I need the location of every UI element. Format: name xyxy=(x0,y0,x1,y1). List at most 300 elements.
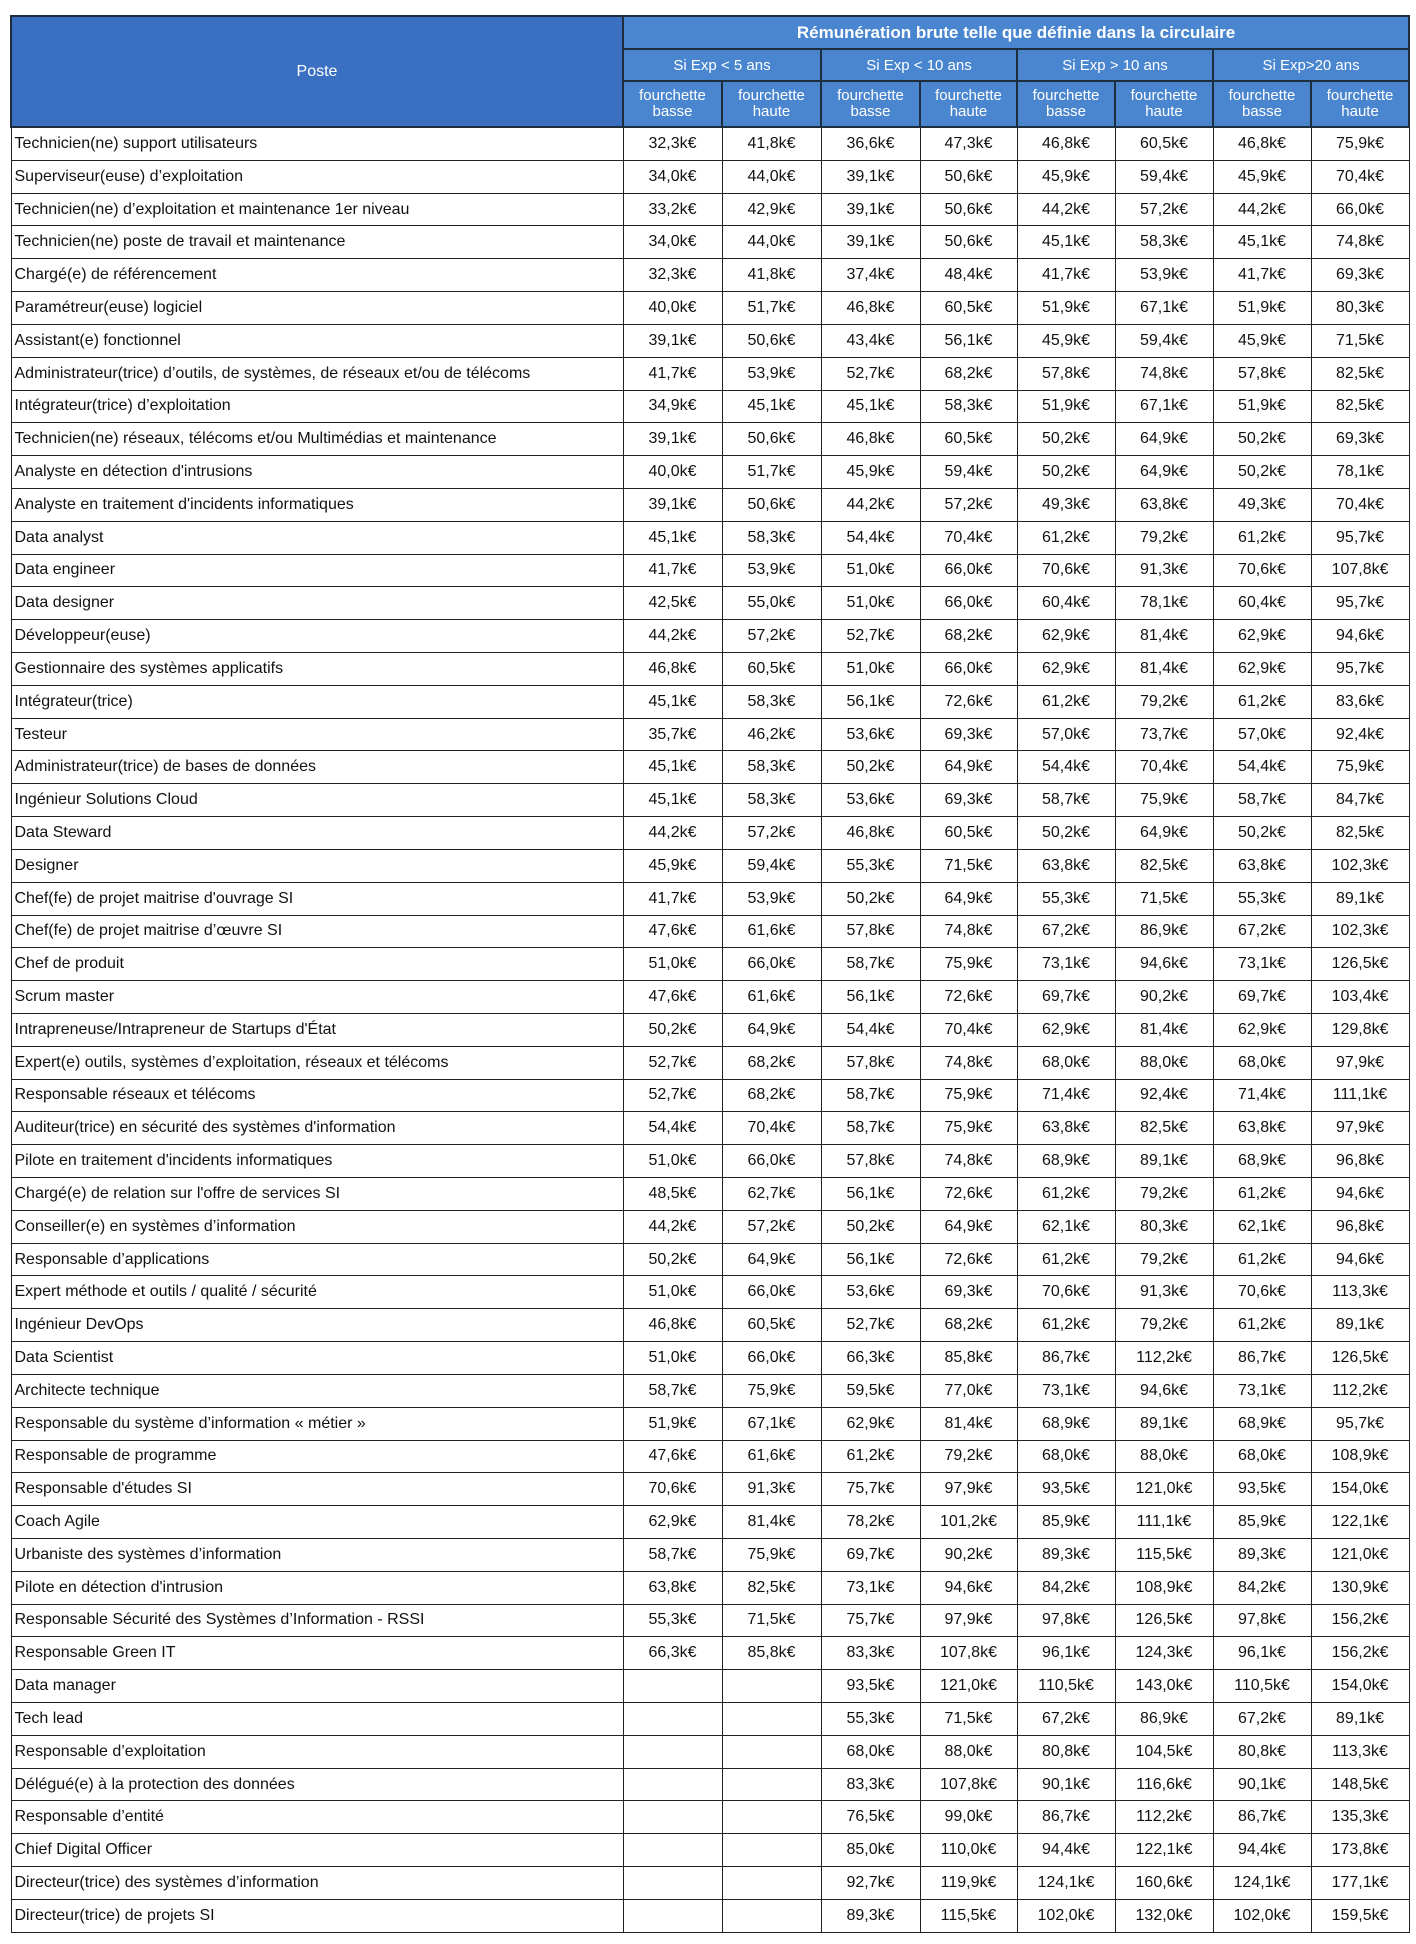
salary-cell: 39,1k€ xyxy=(821,193,920,226)
salary-cell: 116,6k€ xyxy=(1115,1768,1213,1801)
salary-cell: 61,2k€ xyxy=(1213,685,1311,718)
salary-cell: 61,6k€ xyxy=(722,1440,821,1473)
salary-cell: 59,4k€ xyxy=(1115,324,1213,357)
salary-cell: 61,2k€ xyxy=(1017,1309,1115,1342)
salary-cell: 71,5k€ xyxy=(722,1604,821,1637)
salary-cell: 97,9k€ xyxy=(920,1473,1017,1506)
salary-cell: 108,9k€ xyxy=(1311,1440,1409,1473)
salary-cell: 89,3k€ xyxy=(821,1899,920,1932)
poste-cell: Technicien(ne) réseaux, télécoms et/ou Multimédias et maintenance xyxy=(11,423,623,456)
salary-cell: 177,1k€ xyxy=(1311,1867,1409,1900)
salary-cell: 107,8k€ xyxy=(920,1637,1017,1670)
salary-cell: 50,6k€ xyxy=(920,193,1017,226)
poste-cell: Chargé(e) de référencement xyxy=(11,259,623,292)
salary-cell: 61,2k€ xyxy=(1213,521,1311,554)
salary-cell: 96,1k€ xyxy=(1017,1637,1115,1670)
salary-cell: 86,7k€ xyxy=(1017,1801,1115,1834)
sub-header-line: haute xyxy=(1341,103,1379,120)
salary-cell: 67,1k€ xyxy=(1115,390,1213,423)
salary-cell: 61,2k€ xyxy=(1017,685,1115,718)
salary-cell: 58,7k€ xyxy=(821,1079,920,1112)
table-row xyxy=(11,1374,1409,1407)
salary-cell: 60,5k€ xyxy=(920,423,1017,456)
salary-cell: 112,2k€ xyxy=(1115,1801,1213,1834)
table-row xyxy=(11,620,1409,653)
salary-cell: 75,9k€ xyxy=(722,1374,821,1407)
salary-cell: 44,2k€ xyxy=(623,817,722,850)
fourchette-haute-header xyxy=(1115,81,1213,127)
salary-cell: 62,9k€ xyxy=(1213,620,1311,653)
table-row xyxy=(11,784,1409,817)
poste-cell: Auditeur(trice) en sécurité des systèmes d'information xyxy=(11,1112,623,1145)
salary-cell: 58,3k€ xyxy=(722,784,821,817)
table-row xyxy=(11,554,1409,587)
salary-cell: 67,1k€ xyxy=(1115,292,1213,325)
fourchette-haute-header xyxy=(1311,81,1409,127)
salary-cell: 93,5k€ xyxy=(1213,1473,1311,1506)
salary-cell: 44,0k€ xyxy=(722,226,821,259)
salary-cell: 58,7k€ xyxy=(623,1538,722,1571)
salary-cell: 84,2k€ xyxy=(1213,1571,1311,1604)
salary-cell: 79,2k€ xyxy=(1115,685,1213,718)
salary-cell: 159,5k€ xyxy=(1311,1899,1409,1932)
salary-cell: 86,7k€ xyxy=(1017,1342,1115,1375)
table-row xyxy=(11,521,1409,554)
salary-cell: 68,0k€ xyxy=(821,1735,920,1768)
salary-cell: 85,8k€ xyxy=(722,1637,821,1670)
salary-cell: 57,2k€ xyxy=(1115,193,1213,226)
salary-cell: 76,5k€ xyxy=(821,1801,920,1834)
salary-cell: 68,9k€ xyxy=(1017,1407,1115,1440)
table-row xyxy=(11,1407,1409,1440)
salary-cell: 60,5k€ xyxy=(722,1309,821,1342)
salary-cell: 57,0k€ xyxy=(1213,718,1311,751)
salary-cell: 57,2k€ xyxy=(920,488,1017,521)
fourchette-basse-header xyxy=(1017,81,1115,127)
salary-cell: 154,0k€ xyxy=(1311,1473,1409,1506)
poste-cell: Responsable du système d’information « métier » xyxy=(11,1407,623,1440)
salary-cell: 81,4k€ xyxy=(722,1506,821,1539)
salary-cell: 97,9k€ xyxy=(920,1604,1017,1637)
salary-cell: 36,6k€ xyxy=(821,127,920,160)
salary-cell: 84,2k€ xyxy=(1017,1571,1115,1604)
table-row xyxy=(11,423,1409,456)
salary-cell: 61,6k€ xyxy=(722,981,821,1014)
salary-cell: 62,9k€ xyxy=(1213,653,1311,686)
salary-cell: 73,7k€ xyxy=(1115,718,1213,751)
salary-cell: 41,7k€ xyxy=(623,554,722,587)
fourchette-basse-header xyxy=(821,81,920,127)
table-row xyxy=(11,718,1409,751)
table-row xyxy=(11,1834,1409,1867)
poste-cell: Conseiller(e) en systèmes d’information xyxy=(11,1210,623,1243)
salary-cell: 124,1k€ xyxy=(1017,1867,1115,1900)
salary-cell xyxy=(623,1867,722,1900)
salary-cell: 43,4k€ xyxy=(821,324,920,357)
salary-cell: 53,9k€ xyxy=(722,357,821,390)
table-row xyxy=(11,1604,1409,1637)
salary-cell: 94,6k€ xyxy=(1311,1178,1409,1211)
salary-cell: 69,7k€ xyxy=(1213,981,1311,1014)
salary-cell: 51,9k€ xyxy=(1213,390,1311,423)
table-row xyxy=(11,1210,1409,1243)
salary-cell: 63,8k€ xyxy=(1017,849,1115,882)
salary-cell: 45,9k€ xyxy=(1213,160,1311,193)
salary-cell: 83,3k€ xyxy=(821,1637,920,1670)
salary-cell: 59,5k€ xyxy=(821,1374,920,1407)
table-row xyxy=(11,1538,1409,1571)
salary-cell: 39,1k€ xyxy=(623,324,722,357)
salary-cell: 78,1k€ xyxy=(1115,587,1213,620)
salary-cell: 51,0k€ xyxy=(623,948,722,981)
fourchette-basse-header xyxy=(1213,81,1311,127)
salary-cell: 95,7k€ xyxy=(1311,521,1409,554)
table-row xyxy=(11,390,1409,423)
salary-cell: 39,1k€ xyxy=(623,423,722,456)
salary-cell: 58,3k€ xyxy=(920,390,1017,423)
salary-cell: 68,9k€ xyxy=(1017,1145,1115,1178)
salary-cell: 68,2k€ xyxy=(920,357,1017,390)
salary-cell: 46,8k€ xyxy=(1213,127,1311,160)
table-row xyxy=(11,1145,1409,1178)
salary-cell: 72,6k€ xyxy=(920,685,1017,718)
table-row xyxy=(11,1768,1409,1801)
table-row xyxy=(11,882,1409,915)
table-row xyxy=(11,1178,1409,1211)
salary-cell: 45,1k€ xyxy=(623,751,722,784)
table-row xyxy=(11,653,1409,686)
fourchette-haute-header xyxy=(920,81,1017,127)
salary-cell: 47,6k€ xyxy=(623,915,722,948)
salary-cell: 92,4k€ xyxy=(1311,718,1409,751)
salary-cell: 51,9k€ xyxy=(623,1407,722,1440)
table-row xyxy=(11,981,1409,1014)
fourchette-basse-header xyxy=(623,81,722,127)
salary-cell: 107,8k€ xyxy=(920,1768,1017,1801)
sub-header-line: fourchette xyxy=(1228,87,1296,104)
poste-cell: Ingénieur DevOps xyxy=(11,1309,623,1342)
salary-cell: 53,9k€ xyxy=(722,882,821,915)
table-row xyxy=(11,1276,1409,1309)
salary-cell: 62,9k€ xyxy=(1213,1013,1311,1046)
salary-cell: 51,7k€ xyxy=(722,456,821,489)
salary-cell: 34,9k€ xyxy=(623,390,722,423)
salary-cell: 50,6k€ xyxy=(722,324,821,357)
poste-cell: Responsable d’entité xyxy=(11,1801,623,1834)
salary-cell: 54,4k€ xyxy=(821,1013,920,1046)
salary-cell: 53,6k€ xyxy=(821,1276,920,1309)
salary-cell: 121,0k€ xyxy=(1115,1473,1213,1506)
salary-cell: 53,6k€ xyxy=(821,718,920,751)
salary-cell: 57,2k€ xyxy=(722,1210,821,1243)
salary-cell: 80,8k€ xyxy=(1213,1735,1311,1768)
table-row xyxy=(11,1342,1409,1375)
poste-cell: Superviseur(euse) d’exploitation xyxy=(11,160,623,193)
salary-cell: 51,0k€ xyxy=(821,653,920,686)
salary-cell: 57,0k€ xyxy=(1017,718,1115,751)
salary-cell: 52,7k€ xyxy=(821,357,920,390)
sub-header-line: fourchette xyxy=(1130,87,1198,104)
salary-cell: 51,0k€ xyxy=(623,1342,722,1375)
table-header xyxy=(11,16,1409,127)
salary-cell: 47,6k€ xyxy=(623,1440,722,1473)
poste-cell: Responsable d'études SI xyxy=(11,1473,623,1506)
salary-cell: 57,8k€ xyxy=(821,1145,920,1178)
poste-cell: Développeur(euse) xyxy=(11,620,623,653)
salary-cell xyxy=(722,1834,821,1867)
salary-cell: 44,0k€ xyxy=(722,160,821,193)
salary-cell: 110,5k€ xyxy=(1213,1670,1311,1703)
salary-cell: 62,9k€ xyxy=(1017,653,1115,686)
salary-cell: 111,1k€ xyxy=(1311,1079,1409,1112)
salary-cell: 57,8k€ xyxy=(1213,357,1311,390)
salary-cell: 70,6k€ xyxy=(1213,1276,1311,1309)
salary-cell: 102,0k€ xyxy=(1017,1899,1115,1932)
salary-cell: 101,2k€ xyxy=(920,1506,1017,1539)
salary-cell: 85,8k€ xyxy=(920,1342,1017,1375)
poste-cell: Responsable réseaux et télécoms xyxy=(11,1079,623,1112)
salary-cell: 94,6k€ xyxy=(920,1571,1017,1604)
salary-cell: 75,9k€ xyxy=(920,948,1017,981)
salary-cell: 71,5k€ xyxy=(1115,882,1213,915)
salary-cell: 90,2k€ xyxy=(1115,981,1213,1014)
salary-cell: 82,5k€ xyxy=(1311,817,1409,850)
table-row xyxy=(11,1243,1409,1276)
table-row xyxy=(11,1637,1409,1670)
salary-cell: 66,0k€ xyxy=(722,1145,821,1178)
table-row xyxy=(11,226,1409,259)
sub-header-line: basse xyxy=(1241,103,1283,120)
salary-cell: 54,4k€ xyxy=(821,521,920,554)
salary-cell: 119,9k€ xyxy=(920,1867,1017,1900)
salary-cell: 46,8k€ xyxy=(623,1309,722,1342)
salary-cell: 82,5k€ xyxy=(1311,357,1409,390)
salary-cell: 63,8k€ xyxy=(1115,488,1213,521)
salary-cell: 37,4k€ xyxy=(821,259,920,292)
group-header-exp-gt20: Si Exp>20 ans xyxy=(1213,49,1409,81)
salary-cell: 113,3k€ xyxy=(1311,1735,1409,1768)
salary-cell: 34,0k€ xyxy=(623,160,722,193)
salary-cell: 68,2k€ xyxy=(920,620,1017,653)
salary-cell: 67,2k€ xyxy=(1017,1703,1115,1736)
salary-cell: 82,5k€ xyxy=(1115,849,1213,882)
poste-cell: Responsable d’applications xyxy=(11,1243,623,1276)
poste-cell: Chief Digital Officer xyxy=(11,1834,623,1867)
poste-cell: Responsable Sécurité des Systèmes d’Information - RSSI xyxy=(11,1604,623,1637)
salary-cell: 102,3k€ xyxy=(1311,915,1409,948)
salary-cell: 103,4k€ xyxy=(1311,981,1409,1014)
poste-cell: Chargé(e) de relation sur l'offre de services SI xyxy=(11,1178,623,1211)
salary-cell: 93,5k€ xyxy=(1017,1473,1115,1506)
salary-cell: 58,3k€ xyxy=(722,521,821,554)
poste-cell: Urbaniste des systèmes d’information xyxy=(11,1538,623,1571)
salary-cell: 68,0k€ xyxy=(1017,1046,1115,1079)
salary-cell: 64,9k€ xyxy=(1115,456,1213,489)
salary-cell: 58,3k€ xyxy=(1115,226,1213,259)
salary-cell: 102,3k€ xyxy=(1311,849,1409,882)
salary-cell: 44,2k€ xyxy=(821,488,920,521)
salary-cell: 61,6k€ xyxy=(722,915,821,948)
salary-cell: 50,2k€ xyxy=(1017,423,1115,456)
salary-cell: 57,8k€ xyxy=(821,1046,920,1079)
salary-cell: 94,6k€ xyxy=(1311,1243,1409,1276)
salary-cell: 50,6k€ xyxy=(722,423,821,456)
salary-cell: 55,3k€ xyxy=(821,849,920,882)
salary-cell: 46,2k€ xyxy=(722,718,821,751)
salary-cell: 61,2k€ xyxy=(1213,1178,1311,1211)
salary-cell: 64,9k€ xyxy=(920,1210,1017,1243)
salary-cell: 41,7k€ xyxy=(623,357,722,390)
salary-cell: 69,3k€ xyxy=(920,718,1017,751)
salary-cell: 67,1k€ xyxy=(722,1407,821,1440)
salary-cell: 40,0k€ xyxy=(623,456,722,489)
salary-cell: 52,7k€ xyxy=(821,1309,920,1342)
salary-cell: 63,8k€ xyxy=(1017,1112,1115,1145)
poste-cell: Technicien(ne) support utilisateurs xyxy=(11,127,623,160)
poste-cell: Tech lead xyxy=(11,1703,623,1736)
salary-cell: 94,4k€ xyxy=(1213,1834,1311,1867)
poste-cell: Chef de produit xyxy=(11,948,623,981)
salary-cell: 57,2k€ xyxy=(722,620,821,653)
salary-cell: 53,9k€ xyxy=(1115,259,1213,292)
salary-cell: 61,2k€ xyxy=(821,1440,920,1473)
salary-cell: 33,2k€ xyxy=(623,193,722,226)
salary-cell: 56,1k€ xyxy=(821,981,920,1014)
salary-cell: 83,3k€ xyxy=(821,1768,920,1801)
salary-cell: 84,7k€ xyxy=(1311,784,1409,817)
poste-cell: Gestionnaire des systèmes applicatifs xyxy=(11,653,623,686)
salary-cell: 75,9k€ xyxy=(1115,784,1213,817)
salary-cell: 57,2k€ xyxy=(722,817,821,850)
salary-cell: 126,5k€ xyxy=(1311,1342,1409,1375)
salary-cell: 126,5k€ xyxy=(1311,948,1409,981)
salary-cell: 92,7k€ xyxy=(821,1867,920,1900)
salary-cell: 62,9k€ xyxy=(1017,620,1115,653)
salary-cell: 90,2k€ xyxy=(920,1538,1017,1571)
table-row xyxy=(11,1867,1409,1900)
salary-cell: 73,1k€ xyxy=(1213,1374,1311,1407)
salary-cell: 47,6k€ xyxy=(623,981,722,1014)
sub-header-line: basse xyxy=(652,103,693,120)
salary-cell: 41,8k€ xyxy=(722,127,821,160)
poste-cell: Administrateur(trice) de bases de données xyxy=(11,751,623,784)
salary-cell: 122,1k€ xyxy=(1311,1506,1409,1539)
salary-cell: 35,7k€ xyxy=(623,718,722,751)
salary-cell: 49,3k€ xyxy=(1017,488,1115,521)
salary-cell: 46,8k€ xyxy=(623,653,722,686)
salary-cell: 124,1k€ xyxy=(1213,1867,1311,1900)
sub-header-line: fourchette xyxy=(935,87,1002,104)
salary-cell: 94,6k€ xyxy=(1115,1374,1213,1407)
salary-cell: 74,8k€ xyxy=(1311,226,1409,259)
salary-cell xyxy=(623,1670,722,1703)
salary-cell: 79,2k€ xyxy=(1115,1243,1213,1276)
poste-cell: Ingénieur Solutions Cloud xyxy=(11,784,623,817)
salary-cell: 73,1k€ xyxy=(821,1571,920,1604)
salary-cell: 45,1k€ xyxy=(623,784,722,817)
salary-cell: 56,1k€ xyxy=(821,1178,920,1211)
salary-cell: 40,0k€ xyxy=(623,292,722,325)
salary-cell: 112,2k€ xyxy=(1115,1342,1213,1375)
poste-cell: Coach Agile xyxy=(11,1506,623,1539)
salary-cell: 78,2k€ xyxy=(821,1506,920,1539)
salary-cell: 69,3k€ xyxy=(1311,259,1409,292)
salary-cell: 50,2k€ xyxy=(1213,817,1311,850)
salary-cell xyxy=(722,1801,821,1834)
salary-cell: 79,2k€ xyxy=(1115,1309,1213,1342)
salary-cell: 90,1k€ xyxy=(1017,1768,1115,1801)
salary-cell: 79,2k€ xyxy=(1115,521,1213,554)
poste-cell: Pilote en détection d'intrusion xyxy=(11,1571,623,1604)
salary-cell: 115,5k€ xyxy=(1115,1538,1213,1571)
salary-cell: 54,4k€ xyxy=(623,1112,722,1145)
salary-cell: 55,3k€ xyxy=(623,1604,722,1637)
poste-cell: Data Steward xyxy=(11,817,623,850)
salary-cell: 69,7k€ xyxy=(821,1538,920,1571)
salary-cell: 104,5k€ xyxy=(1115,1735,1213,1768)
salary-cell: 62,9k€ xyxy=(623,1506,722,1539)
sub-header-line: basse xyxy=(1045,103,1087,120)
salary-cell: 51,0k€ xyxy=(623,1145,722,1178)
poste-cell: Intrapreneuse/Intrapreneur de Startups d'État xyxy=(11,1013,623,1046)
salary-cell: 85,9k€ xyxy=(1017,1506,1115,1539)
table-row xyxy=(11,1112,1409,1145)
table-row xyxy=(11,1079,1409,1112)
poste-cell: Designer xyxy=(11,849,623,882)
table-row xyxy=(11,1013,1409,1046)
salary-cell: 34,0k€ xyxy=(623,226,722,259)
sub-header-line: fourchette xyxy=(738,87,805,104)
salary-cell: 94,6k€ xyxy=(1311,620,1409,653)
salary-cell: 95,7k€ xyxy=(1311,653,1409,686)
group-header-exp-lt5: Si Exp < 5 ans xyxy=(623,49,821,81)
salary-cell: 83,6k€ xyxy=(1311,685,1409,718)
salary-cell: 68,9k€ xyxy=(1213,1407,1311,1440)
salary-cell: 45,1k€ xyxy=(1213,226,1311,259)
salary-cell: 88,0k€ xyxy=(1115,1440,1213,1473)
salary-cell: 71,4k€ xyxy=(1213,1079,1311,1112)
salary-cell: 89,1k€ xyxy=(1311,1309,1409,1342)
salary-cell: 110,0k€ xyxy=(920,1834,1017,1867)
salary-cell: 88,0k€ xyxy=(920,1735,1017,1768)
sub-header-line: fourchette xyxy=(1326,87,1394,104)
salary-cell: 97,9k€ xyxy=(1311,1112,1409,1145)
salary-cell: 52,7k€ xyxy=(623,1046,722,1079)
table-row xyxy=(11,948,1409,981)
salary-cell: 51,0k€ xyxy=(821,554,920,587)
salary-cell: 91,3k€ xyxy=(1115,1276,1213,1309)
salary-cell: 70,4k€ xyxy=(920,521,1017,554)
table-row xyxy=(11,1899,1409,1932)
salary-cell: 93,5k€ xyxy=(821,1670,920,1703)
table-row xyxy=(11,1703,1409,1736)
poste-cell: Data Scientist xyxy=(11,1342,623,1375)
salary-cell: 97,8k€ xyxy=(1213,1604,1311,1637)
salary-cell: 46,8k€ xyxy=(821,292,920,325)
salary-cell: 74,8k€ xyxy=(920,1145,1017,1178)
table-row xyxy=(11,193,1409,226)
salary-cell: 122,1k€ xyxy=(1115,1834,1213,1867)
salary-cell: 64,9k€ xyxy=(1115,817,1213,850)
table-row xyxy=(11,456,1409,489)
salary-cell: 90,1k€ xyxy=(1213,1768,1311,1801)
salary-cell: 70,4k€ xyxy=(722,1112,821,1145)
salary-cell: 68,9k€ xyxy=(1213,1145,1311,1178)
salary-cell: 70,4k€ xyxy=(1311,160,1409,193)
salary-cell: 61,2k€ xyxy=(1213,1309,1311,1342)
salary-cell: 53,9k€ xyxy=(722,554,821,587)
salary-cell: 50,2k€ xyxy=(1213,456,1311,489)
